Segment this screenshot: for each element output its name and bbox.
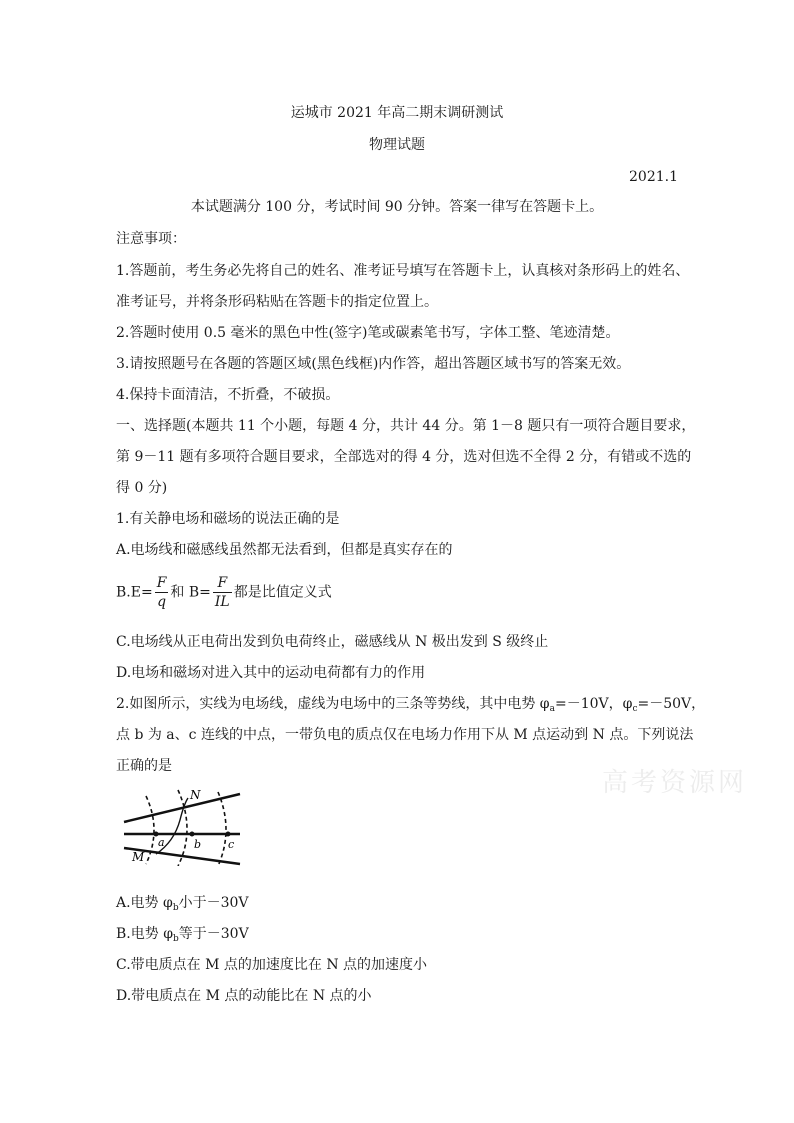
- label-b: b: [194, 838, 202, 851]
- note-line: 1.答题前，考生务必先将自己的姓名、准考证号填写在答题卡上，认真核对条形码上的姓名、: [116, 263, 690, 279]
- q1-option-a: A.电场线和磁感线虽然都无法看到，但都是真实存在的: [116, 542, 453, 558]
- equipotential-line-a: [146, 796, 154, 864]
- subject-title: 物理试题: [369, 137, 425, 153]
- equipotential-line-c: [218, 792, 226, 866]
- note-line: 准考证号，并将条形码粘贴在答题卡的指定位置上。: [116, 294, 438, 310]
- label-c: c: [228, 838, 235, 851]
- q1-option-c: C.电场线从正电荷出发到负电荷终止，磁感线从 N 极出发到 S 级终止: [116, 634, 549, 650]
- fraction-denominator: IL: [214, 594, 230, 610]
- q2-stem-line1: [116, 694, 705, 719]
- notes-heading: 注意事项：: [116, 231, 186, 247]
- q2-option-d: D.带电质点在 M 点的动能比在 N 点的小: [116, 988, 372, 1004]
- q1-option-b: [116, 574, 332, 611]
- note-line: 3.请按照题号在各题的答题区域(黑色线框)内作答，超出答题区域书写的答案无效。: [116, 356, 631, 372]
- q1-b-mid: 和 B=: [170, 584, 211, 601]
- q2-option-text: A.电势 φ: [116, 895, 173, 911]
- exam-date: 2021.1: [629, 169, 678, 185]
- label-a: a: [158, 836, 165, 849]
- fraction-numerator: F: [213, 574, 232, 593]
- exam-intro: 本试题满分 100 分，考试时间 90 分钟。答案一律写在答题卡上。: [190, 199, 604, 215]
- exam-title: 运城市 2021 年高二期末调研测试: [290, 105, 504, 121]
- section-heading: 第 9－11 题有多项符合题目要求，全部选对的得 4 分，选对但选不全得 2 分，有错或不选的: [116, 449, 692, 465]
- fraction-f-over-q: [155, 574, 169, 611]
- label-m: M: [132, 850, 145, 864]
- fraction-f-over-il: [213, 574, 232, 611]
- q1-stem: 1.有关静电场和磁场的说法正确的是: [116, 511, 340, 527]
- note-line: 2.答题时使用 0.5 毫米的黑色中性(签字)笔或碳素笔书写，字体工整、笔迹清楚。: [116, 325, 620, 341]
- label-n: N: [190, 788, 201, 802]
- q2-stem-line2: 点 b 为 a、c 连线的中点，一带负电的质点仅在电场力作用下从 M 点运动到 N 点。下列说法: [116, 727, 694, 743]
- fraction-denominator: q: [157, 594, 167, 610]
- watermark: 高考资源网: [602, 768, 748, 798]
- electric-field-figure: [116, 786, 246, 866]
- q1-b-suffix: 都是比值定义式: [233, 584, 332, 601]
- q2-text: =－10V，φ: [554, 696, 633, 712]
- subscript: b: [172, 903, 179, 913]
- note-line: 4.保持卡面清洁，不折叠，不破损。: [116, 387, 340, 403]
- q1-option-d: D.电场和磁场对进入其中的运动电荷都有力的作用: [116, 665, 426, 681]
- q2-stem-line3: 正确的是: [116, 758, 172, 774]
- point-b: [190, 832, 195, 837]
- subscript: c: [632, 704, 638, 714]
- fraction-numerator: F: [156, 575, 167, 591]
- subscript: b: [173, 934, 179, 944]
- q2-option-c: C.带电质点在 M 点的加速度比在 N 点的加速度小: [116, 957, 428, 973]
- q2-text: =－50V，: [637, 696, 706, 712]
- q2-text: 2.如图所示，实线为电场线，虚线为电场中的三条等势线，其中电势 φ: [116, 696, 550, 712]
- q1-b-prefix: B.E=: [116, 584, 153, 601]
- q2-option-text: B.电势 φ: [116, 926, 173, 942]
- section-heading: 一、选择题(本题共 11 个小题，每题 4 分，共计 44 分。第 1－8 题只有一项符合题目要求，: [116, 418, 696, 434]
- subscript: a: [549, 704, 555, 714]
- section-heading: 得 0 分): [116, 480, 168, 496]
- q2-option-a: [116, 893, 249, 918]
- q2-option-text: 小于－30V: [178, 895, 249, 911]
- point-c: [226, 832, 231, 837]
- q2-option-text: 等于－30V: [178, 926, 249, 942]
- q2-option-b: [116, 924, 249, 949]
